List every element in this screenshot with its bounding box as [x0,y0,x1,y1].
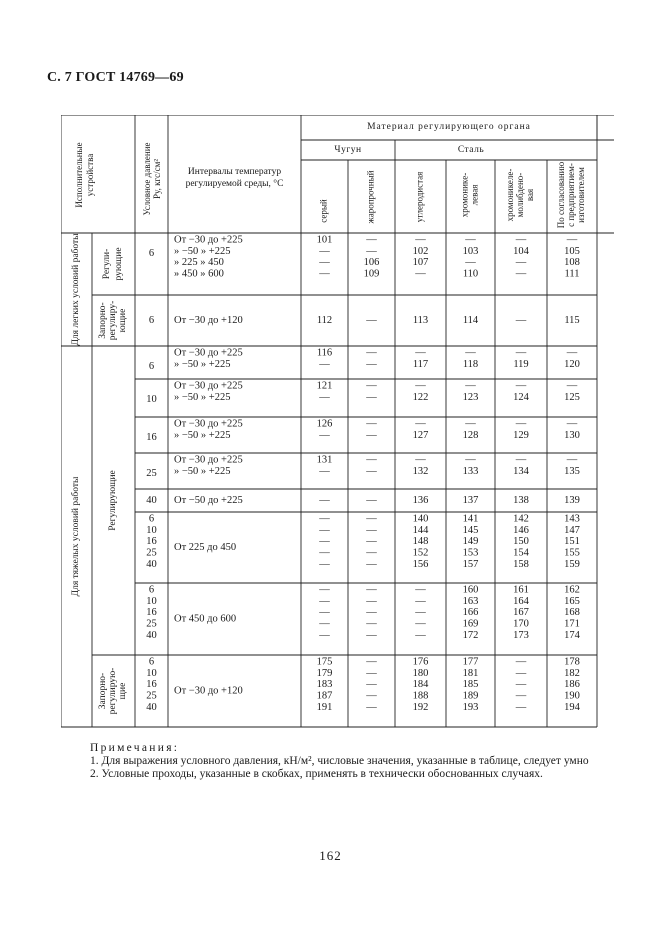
header-devices-2: устройства [85,153,96,197]
cell-material-code: 147 [564,524,580,536]
cell-material-code: 104 [513,245,529,257]
cell-material-code: — [515,347,527,359]
cell-material-code: 127 [412,429,429,441]
cell-material-code: 110 [462,268,479,280]
cell-material-code: — [319,494,330,506]
cell-material-code: 182 [564,667,580,679]
cell-material-code: 137 [462,494,479,506]
cell-material-code: 120 [564,358,580,370]
cell-material-code: — [465,454,476,466]
cell-material-code: — [515,656,527,668]
page-number: 162 [319,848,342,863]
cell-material-code: — [515,418,527,430]
cell-material-code: 107 [412,257,429,269]
cell-material-code: 105 [564,245,580,257]
header-pressure-2: Ру, кгс/см² [152,158,163,200]
group-heavy: Для тяжелых условий работы [71,476,82,597]
cell-material-code: 145 [462,524,479,536]
cell-material-code: — [415,584,426,596]
cell-material-code: — [366,391,377,403]
cell-material-code: 168 [564,607,580,619]
cell-material-code: — [366,234,377,246]
cell-material-code: 174 [564,630,580,642]
header-carbon: углеродистая [414,171,425,223]
cell-material-code: — [319,524,330,536]
header-devices-1: Исполнительные [74,142,85,208]
group-shut-heavy-2: регулирую- [108,667,119,715]
valve-material-table [61,115,614,735]
cell-material-code: 132 [412,465,429,477]
cell-material-code: — [366,679,377,691]
cell-material-code: — [319,391,330,403]
cell-material-code: — [566,234,578,246]
cell-material-code: — [366,559,377,571]
cell-material-code: — [366,618,377,630]
cell-material-code: — [366,667,377,679]
cell-material-code: 189 [462,690,479,702]
cell-material-code: — [366,547,377,559]
cell-pressure: 25 [146,468,157,480]
cell-material-code: 109 [363,268,380,280]
cell-material-code: 193 [462,702,479,714]
cell-temperature: » −50 » +225 [174,358,231,370]
cell-material-code: 126 [316,418,333,430]
cell-pressure: 40 [146,702,157,714]
cell-material-code: 166 [462,607,479,619]
notes-title: Примечания: [90,742,180,754]
cell-material-code: — [366,584,377,596]
header-chromemoly-1: хромоникеле- [505,168,516,222]
cell-material-code: 139 [564,494,580,506]
cell-material-code: 119 [513,358,529,370]
cell-material-code: 181 [462,667,479,679]
cell-pressure: 40 [146,630,157,642]
header-agreement-3: изготовителем [576,167,587,223]
cell-material-code: 148 [412,536,429,548]
cell-temperature: От −30 до +120 [174,685,243,697]
group-reg-heavy: Регулирующие [108,470,119,531]
cell-material-code: — [515,234,527,246]
cell-material-code: — [319,618,330,630]
cell-material-code: — [319,358,330,370]
cell-material-code: — [415,595,426,607]
cell-material-code: 160 [462,584,479,596]
cell-material-code: — [319,595,330,607]
cell-material-code: — [415,347,426,359]
cell-material-code: 150 [513,536,529,548]
cell-material-code: 151 [564,536,580,548]
cell-material-code: 158 [513,559,529,571]
cell-material-code: 162 [564,584,580,596]
cell-temperature: » −50 » +225 [174,391,231,403]
cell-material-code: — [415,234,426,246]
cell-material-code: 192 [412,702,429,714]
cell-temperature: » −50 » +225 [174,245,231,257]
cell-material-code: 188 [412,690,429,702]
cell-material-code: 108 [564,257,580,269]
cell-material-code: 187 [316,690,333,702]
cell-material-code: 115 [564,314,580,326]
group-shut-3: ющие [118,308,129,333]
cell-material-code: — [415,618,426,630]
cell-pressure: 10 [146,394,157,406]
cell-material-code: 172 [462,630,479,642]
cell-material-code: 179 [316,667,333,679]
cell-material-code: 141 [462,513,479,525]
cell-material-code: — [366,494,377,506]
cell-temperature: От −30 до +120 [174,314,243,326]
cell-pressure: 16 [146,536,157,548]
cell-pressure: 25 [146,618,157,630]
cell-material-code: 178 [564,656,580,668]
cell-material-code: — [366,524,377,536]
cell-material-code: 180 [412,667,429,679]
cell-material-code: 161 [513,584,529,596]
note-2: 2. Условные проходы, указанные в скобках, применять в технически обоснованных случаях. [90,768,543,780]
cell-material-code: 136 [412,494,429,506]
cell-material-code: 152 [412,547,429,559]
cell-material-code: — [515,314,527,326]
cell-material-code: 176 [412,656,429,668]
cell-material-code: — [465,234,476,246]
page-header: С. 7 ГОСТ 14769—69 [47,70,184,85]
cell-pressure: 10 [146,667,157,679]
cell-material-code: — [366,347,377,359]
cell-pressure: 16 [146,679,157,691]
cell-material-code: — [319,257,330,269]
cell-material-code: 164 [513,595,529,607]
cell-material-code: — [515,380,527,392]
cell-material-code: 165 [564,595,580,607]
cell-material-code: 191 [316,702,333,714]
note-1: 1. Для выражения условного давления, кН/м², числовые значения, указанные в таблице, следует умно [90,755,589,767]
group-shut-1: Запорно- [98,302,109,339]
header-agreement-2: с предприятием- [566,163,577,227]
cell-pressure: 6 [148,656,155,668]
header-chrome-1: хромоникe- [459,172,470,218]
cell-material-code: 114 [462,314,479,326]
cell-material-code: 103 [462,245,479,257]
cell-temperature: От 450 до 600 [174,613,237,625]
cell-material-code: 122 [412,391,429,403]
header-steel: Сталь [457,145,485,156]
cell-material-code: 157 [462,559,479,571]
cell-material-code: 186 [564,679,580,691]
cell-material-code: — [366,595,377,607]
group-reg-1: Регули- [102,248,113,280]
cell-temperature: От −30 до +225 [174,454,243,466]
cell-material-code: — [319,630,330,642]
cell-pressure: 40 [146,494,157,506]
cell-material-code: 143 [564,513,580,525]
group-shut-heavy-1: Запорно- [98,672,109,710]
cell-material-code: — [515,454,527,466]
header-chromemoly-3: вая [525,188,536,202]
cell-material-code: 112 [316,314,333,326]
cell-material-code: — [465,380,476,392]
cell-material-code: — [415,630,426,642]
cell-material-code: 156 [412,559,429,571]
cell-material-code: — [366,418,377,430]
cell-material-code: 128 [462,429,479,441]
header-heatres: жаропрочный [365,170,376,224]
cell-material-code: — [319,429,330,441]
cell-material-code: — [566,347,578,359]
cell-temperature: От −30 до +225 [174,380,243,392]
cell-pressure: 16 [146,607,157,619]
cell-material-code: 101 [316,234,333,246]
cell-pressure: 10 [146,524,157,536]
cell-material-code: — [465,347,476,359]
header-material: Материал регулирующего органа [367,122,531,133]
cell-material-code: 149 [462,536,479,548]
cell-material-code: — [366,702,377,714]
cell-material-code: — [319,268,330,280]
cell-material-code: — [366,513,377,525]
cell-pressure: 10 [146,595,157,607]
cell-temperature: От −30 до +225 [174,347,243,359]
header-temp-1: Интервалы температур [187,167,282,178]
cell-material-code: — [319,465,330,477]
cell-material-code: — [319,547,330,559]
cell-material-code: — [366,429,377,441]
cell-temperature: От −50 до +225 [174,494,243,506]
cell-material-code: — [366,656,377,668]
cell-pressure: 6 [148,513,155,525]
cell-material-code: — [515,257,527,269]
cell-material-code: — [515,268,527,280]
cell-material-code: 138 [513,494,529,506]
cell-material-code: 121 [316,380,333,392]
cell-material-code: 106 [363,257,380,269]
cell-material-code: — [319,559,330,571]
cell-material-code: 167 [513,607,529,619]
cell-material-code: 190 [564,690,580,702]
cell-material-code: 118 [462,358,479,370]
cell-material-code: — [415,380,426,392]
cell-material-code: 142 [513,513,529,525]
header-cast-iron: Чугун [334,145,362,156]
group-shut-2: регулиру- [108,300,119,341]
cell-pressure: 25 [146,690,157,702]
cell-temperature: » −50 » +225 [174,429,231,441]
cell-material-code: — [415,268,426,280]
cell-pressure: 6 [148,248,155,260]
cell-material-code: 146 [513,524,529,536]
cell-temperature: От −30 до +225 [174,418,243,430]
cell-temperature: » −50 » +225 [174,465,231,477]
cell-temperature: От 225 до 450 [174,541,237,553]
cell-material-code: 125 [564,391,580,403]
group-shut-heavy-3: щие [118,682,129,700]
cell-pressure: 6 [148,584,155,596]
cell-material-code: 130 [564,429,580,441]
cell-material-code: 175 [316,656,333,668]
notes [90,742,589,781]
cell-material-code: 171 [564,618,580,630]
header-agreement-1: По согласованию [556,161,567,229]
cell-material-code: — [319,513,330,525]
cell-pressure: 25 [146,547,157,559]
cell-material-code: 111 [564,268,580,280]
cell-material-code: 185 [462,679,479,691]
cell-material-code: 183 [316,679,333,691]
cell-material-code: 113 [412,314,429,326]
group-reg-2: рующие [114,247,125,281]
cell-material-code: 131 [316,454,333,466]
cell-temperature: » 450 » 600 [174,268,224,280]
cell-material-code: 129 [513,429,529,441]
header-chrome-2: левая [469,184,480,206]
cell-material-code: 170 [513,618,529,630]
cell-material-code: — [415,607,426,619]
cell-material-code: 155 [564,547,580,559]
cell-material-code: — [366,314,377,326]
cell-material-code: 144 [412,524,429,536]
header-chromemoly-2: молибдено- [515,172,526,218]
cell-material-code: — [566,454,578,466]
cell-material-code: 184 [412,679,429,691]
cell-material-code: — [366,358,377,370]
cell-material-code: — [465,418,476,430]
header-pressure-1: Условное давление [142,142,153,216]
cell-temperature: » 225 » 450 [174,257,224,269]
cell-material-code: — [515,667,527,679]
cell-material-code: — [566,418,578,430]
cell-material-code: 117 [412,358,429,370]
cell-material-code: — [366,630,377,642]
cell-material-code: 169 [462,618,479,630]
cell-material-code: 133 [462,465,479,477]
cell-material-code: — [566,380,578,392]
cell-material-code: — [515,679,527,691]
cell-pressure: 6 [148,314,155,326]
cell-pressure: 40 [146,559,157,571]
cell-pressure: 6 [148,361,155,373]
cell-material-code: — [319,584,330,596]
cell-material-code: — [366,607,377,619]
cell-temperature: От −30 до +225 [174,234,243,246]
cell-material-code: — [366,465,377,477]
cell-material-code: 154 [513,547,529,559]
cell-material-code: 102 [412,245,429,257]
cell-material-code: — [366,690,377,702]
cell-material-code: — [366,380,377,392]
cell-material-code: — [366,536,377,548]
cell-material-code: — [465,257,476,269]
cell-material-code: 116 [316,347,333,359]
cell-pressure: 16 [146,432,157,444]
cell-material-code: 163 [462,595,479,607]
cell-material-code: 140 [412,513,429,525]
cell-material-code: 194 [564,702,580,714]
cell-material-code: — [366,454,377,466]
cell-material-code: 123 [462,391,479,403]
cell-material-code: — [515,702,527,714]
cell-material-code: 173 [513,630,529,642]
cell-material-code: 134 [513,465,529,477]
cell-material-code: — [319,536,330,548]
header-gray: серый [318,199,329,223]
cell-material-code: 135 [564,465,580,477]
cell-material-code: — [319,607,330,619]
group-light: Для легких условий работы [71,233,82,346]
cell-material-code: — [366,245,377,257]
header-temp-2: регулируемой среды, °С [185,179,284,190]
cell-material-code: 153 [462,547,479,559]
cell-material-code: — [415,418,426,430]
cell-material-code: 159 [564,559,580,571]
cell-material-code: 177 [462,656,479,668]
cell-material-code: — [515,690,527,702]
cell-material-code: 124 [513,391,529,403]
cell-material-code: — [319,245,330,257]
cell-material-code: — [415,454,426,466]
